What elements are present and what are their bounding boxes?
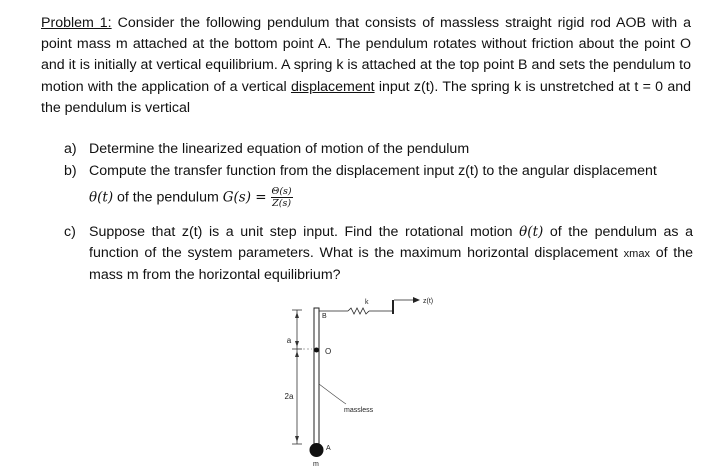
label-massless: massless [344,407,374,414]
label-k: k [365,299,369,306]
problem-text-1: Consider the following pendulum that consists of massless straight rigid rod AOB with a point mass m attached at the bottom point A. The pendulum rotates without friction about the point O and it is initially at vertical equilibrium. A spring k is attached at the top point B and sets the pendulum to motion with the application of a vertical [41,15,691,95]
label-a-point: A [326,445,331,452]
question-b-label: b) [64,163,77,179]
question-b-mid: of the pendulum [113,189,223,206]
theta-t-b: θ(t) [89,189,114,206]
transfer-numerator: Θ(s) [271,186,292,197]
rigid-rod [314,308,319,446]
label-2a: 2a [284,392,294,401]
point-mass [310,443,324,457]
arrow-up-icon [295,312,299,318]
arrow-down-icon [295,341,299,347]
displacement-underlined: displacement [290,78,375,95]
pivot-o [314,348,319,353]
question-a-text: Determine the linearized equation of motion of the pendulum [89,141,470,157]
problem-label: Problem 1: [41,15,112,31]
question-c-label: c) [64,224,76,240]
label-m: m [313,461,319,468]
theta-t-c: θ(t) [519,224,544,240]
question-a-label: a) [64,141,77,157]
label-a: a [286,336,292,345]
transfer-lhs: G(s) = [222,189,267,206]
spring [348,308,369,314]
arrow-right-icon [413,297,420,303]
label-o: O [325,347,332,356]
label-b: B [322,313,327,320]
problem-text-2: input z(t). The spring k is unstretched at t = 0 and the pendulum is vertical [41,78,691,116]
question-b-text: Compute the transfer function from the displacement input z(t) to the angular displacement [89,163,657,179]
xmax: xmax [623,248,650,261]
transfer-denominator: Z(s) [272,198,292,209]
label-zt: z(t) [423,298,434,305]
question-c-text: Suppose that z(t) is a unit step input. Find the rotational motion θ(t) of the pendulum as a function of the system parameters. What is the maximum horizontal displacement xmax of the mass m from the horizontal equilibrium? [89,224,694,284]
